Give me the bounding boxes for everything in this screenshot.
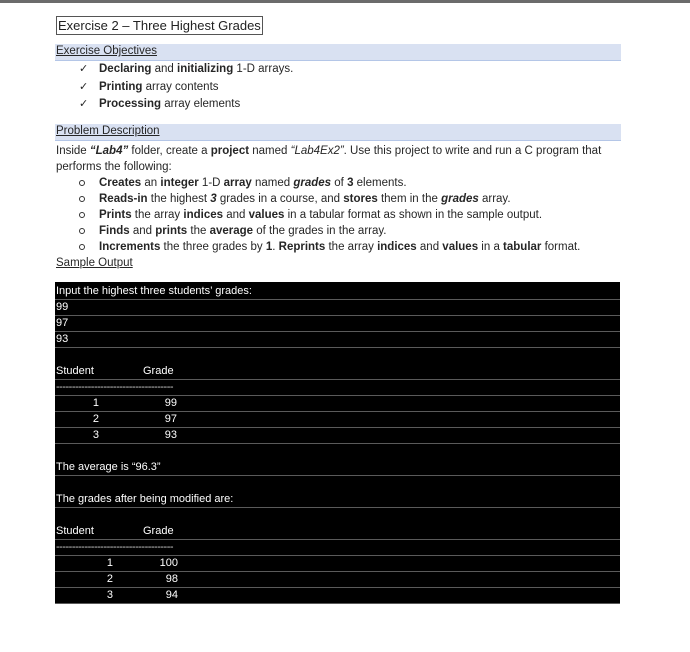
table-index: 2: [92, 413, 99, 425]
exercise-title: Exercise 2 – Three Highest Grades: [58, 18, 261, 33]
step-text: tabular: [503, 240, 542, 253]
hollow-bullet-icon: [79, 212, 85, 218]
table-header-student: Student: [56, 525, 94, 537]
step-item: [55, 223, 621, 239]
table-header-grade: Grade: [143, 365, 174, 377]
table-row: [55, 556, 620, 572]
console-row: [55, 540, 620, 556]
step-text: grades in a course, and: [216, 192, 344, 205]
problem-steps-list: [55, 175, 621, 255]
table-grade: 100: [159, 557, 178, 569]
modified-line: The grades after being modified are:: [56, 493, 234, 505]
objective-text: and: [151, 63, 177, 75]
step-text: Creates: [99, 176, 142, 189]
objectives-list: [55, 61, 621, 114]
table-grade: 99: [164, 397, 177, 409]
console-row: [55, 316, 620, 332]
checkmark-icon: ✓: [79, 98, 89, 110]
console-row: [55, 524, 620, 540]
intro-text: Inside: [56, 144, 90, 157]
objective-item: [55, 61, 621, 79]
step-text: integer: [160, 176, 199, 189]
objective-text: Printing: [99, 80, 143, 93]
table-separator: -------------------------------------: [56, 381, 174, 393]
sample-output-console: [55, 282, 620, 604]
table-row: [55, 428, 620, 444]
table-index: 1: [92, 397, 99, 409]
step-text: format.: [541, 240, 581, 253]
step-text: grades: [293, 176, 332, 189]
table-row: [55, 396, 620, 412]
objective-text: Processing: [99, 98, 161, 110]
table-header-grade: Grade: [143, 525, 174, 537]
table-index: 1: [106, 557, 113, 569]
table-row: [55, 572, 620, 588]
objective-text: array elements: [161, 98, 241, 110]
console-row: [55, 364, 620, 380]
step-text: Finds: [99, 224, 130, 237]
step-text: Prints: [99, 208, 132, 221]
step-text: the highest: [147, 192, 211, 205]
step-text: .: [272, 240, 279, 253]
checkmark-icon: ✓: [79, 80, 89, 93]
table-grade: 94: [165, 589, 178, 601]
console-prompt: Input the highest three students’ grades:: [56, 285, 252, 297]
table-index: 3: [106, 589, 113, 601]
table-index: 3: [92, 429, 99, 441]
step-text: the array: [131, 208, 184, 221]
step-text: them in the: [377, 192, 442, 205]
step-text: average: [209, 224, 254, 237]
checkmark-icon: ✓: [79, 63, 89, 75]
step-text: values: [248, 208, 285, 221]
step-text: 3: [347, 176, 354, 189]
step-text: indices: [377, 240, 417, 253]
table-separator: -------------------------------------: [56, 541, 174, 553]
step-text: 3: [210, 192, 217, 205]
intro-text: “Lab4Ex2”: [290, 144, 344, 157]
problem-heading-text: Problem Description: [56, 124, 160, 137]
step-text: grades: [441, 192, 479, 205]
step-text: prints: [155, 224, 188, 237]
step-text: 1-D: [198, 176, 224, 189]
hollow-bullet-icon: [79, 244, 85, 250]
window-top-border: [0, 0, 690, 3]
step-text: 1: [265, 240, 273, 253]
intro-text: project: [210, 144, 250, 157]
step-text: the array: [325, 240, 378, 253]
objective-item: [55, 79, 621, 97]
table-grade: 93: [164, 429, 177, 441]
table-grade: 98: [165, 573, 178, 585]
step-text: in a: [478, 240, 504, 253]
objective-text: 1-D arrays.: [233, 63, 294, 75]
console-input-value: 99: [56, 301, 69, 313]
problem-heading: [55, 124, 621, 141]
hollow-bullet-icon: [79, 196, 85, 202]
average-line: The average is “96.3”: [56, 461, 161, 473]
step-text: array: [223, 176, 252, 189]
console-row: [55, 380, 620, 396]
hollow-bullet-icon: [79, 228, 85, 234]
table-grade: 97: [164, 413, 177, 425]
step-text: of the grades in the array.: [253, 224, 387, 237]
console-input-value: 93: [56, 333, 69, 345]
table-header-student: Student: [56, 365, 94, 377]
step-text: the: [187, 224, 210, 237]
console-row: [55, 492, 620, 508]
sample-output-label: Sample Output: [56, 256, 133, 269]
step-item: [55, 207, 621, 223]
console-row: [55, 460, 620, 476]
step-text: named: [251, 176, 294, 189]
console-row: [55, 284, 620, 300]
step-item: [55, 175, 621, 191]
step-text: Reads-in: [99, 192, 148, 205]
problem-intro: [55, 143, 621, 175]
intro-text: . Use this project to write and run a C program that performs the following:: [56, 144, 602, 173]
step-text: the three grades by: [160, 240, 266, 253]
step-text: stores: [343, 192, 378, 205]
step-item: [55, 239, 621, 255]
step-item: [55, 191, 621, 207]
step-text: an: [141, 176, 161, 189]
step-text: of: [331, 176, 348, 189]
step-text: in a tabular format as shown in the sample output.: [284, 208, 543, 221]
table-row: [55, 588, 620, 604]
step-text: Reprints: [278, 240, 326, 253]
console-row: [55, 300, 620, 316]
objectives-heading: [55, 44, 621, 61]
document-page: [55, 16, 621, 271]
table-index: 2: [106, 573, 113, 585]
step-text: indices: [183, 208, 224, 221]
hollow-bullet-icon: [79, 180, 85, 186]
step-text: values: [442, 240, 479, 253]
intro-text: folder, create a: [128, 144, 211, 157]
console-input-value: 97: [56, 317, 69, 329]
objective-text: initializing: [177, 63, 234, 75]
console-row: [55, 332, 620, 348]
step-text: and: [129, 224, 156, 237]
step-text: array.: [478, 192, 511, 205]
intro-text: named: [249, 144, 291, 157]
table-row: [55, 412, 620, 428]
intro-text: “Lab4”: [89, 144, 129, 157]
step-text: elements.: [353, 176, 407, 189]
step-text: and: [223, 208, 249, 221]
objectives-heading-text: Exercise Objectives: [56, 45, 157, 57]
objective-text: Declaring: [99, 63, 152, 75]
objective-item: [55, 96, 621, 114]
objective-text: array contents: [142, 80, 219, 93]
step-text: and: [416, 240, 443, 253]
step-text: Increments: [99, 240, 161, 253]
